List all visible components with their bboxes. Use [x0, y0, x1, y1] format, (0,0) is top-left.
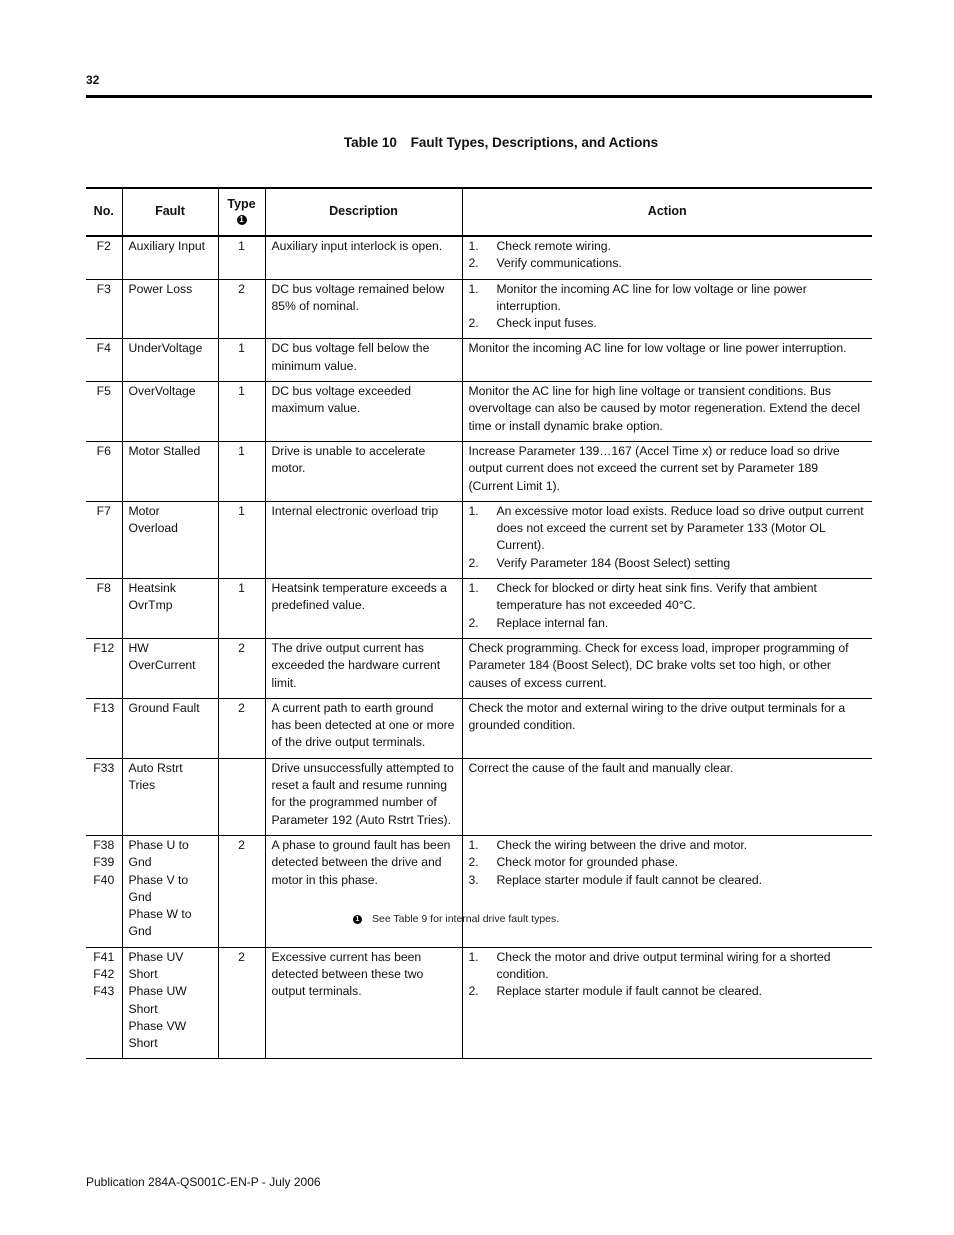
header-action: Action: [462, 188, 872, 236]
action-step-text: Check motor for grounded phase.: [496, 855, 679, 870]
action-step: [469, 872, 867, 889]
fault-type: 2: [238, 700, 245, 715]
fault-number: F3: [96, 281, 111, 296]
table-row: [86, 758, 872, 835]
fault-type: 1: [238, 443, 245, 458]
table-row: [86, 638, 872, 698]
table-header-row: [86, 188, 872, 236]
fault-description-cell: [265, 501, 462, 578]
footnote-text: See Table 9 for internal drive fault types.: [372, 913, 560, 925]
fault-number: F33: [93, 760, 115, 775]
action-step-text: Check for blocked or dirty heat sink fins. Verify that ambient temperature has not exceeded 40°C.: [496, 581, 817, 613]
action-step-number: 2.: [468, 615, 479, 630]
action-step: [469, 503, 867, 555]
action-step-text: Verify communications.: [496, 256, 622, 271]
fault-name: UnderVoltage: [128, 341, 203, 356]
footnote-marker-icon: 1: [353, 915, 362, 924]
fault-description: Internal electronic overload trip: [271, 503, 439, 518]
action-step-text: Replace starter module if fault cannot be cleared.: [496, 872, 763, 887]
action-step-text: Verify Parameter 184 (Boost Select) setting: [496, 555, 731, 570]
action-step-number: 2.: [468, 984, 479, 999]
fault-type-cell: [218, 382, 265, 442]
action-step-number: 3.: [468, 872, 479, 887]
fault-type: 1: [238, 341, 245, 356]
fault-name: Auto Rstrt Tries: [128, 760, 183, 793]
fault-number-cell: [86, 339, 122, 382]
table-row: [86, 579, 872, 639]
table-row: [86, 279, 872, 339]
fault-type-cell: [218, 501, 265, 578]
fault-description-cell: [265, 698, 462, 758]
fault-number: F38: [93, 837, 115, 852]
fault-type-cell: [218, 279, 265, 339]
fault-number: F42: [93, 966, 115, 981]
fault-action-cell: [462, 501, 872, 578]
fault-description: Drive unsuccessfully attempted to reset a fault and resume running for the programmed number of Parameter 192 (Auto Rstrt Tries).: [271, 760, 454, 827]
table-title: [86, 135, 916, 150]
action-step-number: 1.: [468, 837, 479, 852]
fault-name-cell: [122, 279, 218, 339]
fault-number-cell: [86, 501, 122, 578]
action-step: [469, 555, 867, 572]
footnote-marker-icon: 1: [237, 215, 247, 225]
fault-name: Phase UW Short: [128, 984, 187, 1016]
fault-action-cell: [462, 698, 872, 758]
fault-action-cell: [462, 835, 872, 947]
fault-name: HW OverCurrent: [128, 640, 196, 673]
action-step: [469, 615, 867, 632]
header-type: [218, 188, 265, 236]
fault-name: Motor Overload: [128, 503, 178, 536]
fault-description-cell: [265, 236, 462, 279]
fault-type: 2: [238, 281, 245, 296]
fault-type-cell: [218, 339, 265, 382]
fault-number-cell: [86, 236, 122, 279]
fault-type-cell: [218, 638, 265, 698]
fault-description-cell: [265, 579, 462, 639]
table-row: [86, 441, 872, 501]
fault-type: 2: [238, 640, 245, 655]
fault-action-cell: [462, 339, 872, 382]
table-row: [86, 947, 872, 1059]
fault-name: Phase V to Gnd: [128, 872, 189, 904]
fault-action-cell: [462, 947, 872, 1059]
action-step-text: Check the motor and drive output terminal wiring for a shorted condition.: [496, 949, 831, 981]
fault-number: F7: [96, 503, 111, 518]
fault-description-cell: [265, 339, 462, 382]
action-text: Correct the cause of the fault and manually clear.: [468, 760, 734, 775]
action-step-number: 2.: [468, 256, 479, 271]
action-step-text: Monitor the incoming AC line for low voltage or line power interruption.: [496, 281, 807, 313]
fault-number: F6: [96, 443, 111, 458]
table-row: [86, 236, 872, 279]
action-step: [469, 255, 867, 272]
action-step-number: 1.: [468, 949, 479, 964]
table-row: [86, 339, 872, 382]
fault-number: F43: [93, 984, 115, 999]
fault-type-cell: [218, 441, 265, 501]
header-description: Description: [265, 188, 462, 236]
header-type-label: Type: [227, 197, 256, 211]
fault-number: F5: [96, 384, 111, 399]
fault-type-cell: [218, 835, 265, 947]
fault-description: Excessive current has been detected between these two output terminals.: [271, 949, 424, 999]
table-row: [86, 501, 872, 578]
fault-description-cell: [265, 279, 462, 339]
fault-number-cell: [86, 758, 122, 835]
fault-description-cell: [265, 382, 462, 442]
action-step: [469, 238, 867, 255]
action-step-text: Replace starter module if fault cannot be cleared.: [496, 984, 763, 999]
action-step-number: 2.: [468, 316, 479, 331]
fault-number-cell: [86, 382, 122, 442]
table-row: [86, 698, 872, 758]
fault-description-cell: [265, 835, 462, 947]
fault-type: 2: [238, 949, 245, 964]
fault-name: Phase W to Gnd: [128, 907, 192, 939]
fault-action-cell: [462, 579, 872, 639]
action-step: [469, 949, 867, 984]
page-number: 32: [86, 73, 100, 87]
fault-number-cell: [86, 441, 122, 501]
action-step-number: 2.: [468, 855, 479, 870]
table-number: Table 10: [343, 135, 397, 150]
action-text: Check the motor and external wiring to the drive output terminals for a grounded condition.: [468, 700, 846, 733]
action-step-text: An excessive motor load exists. Reduce load so drive output current does not exceed the current set by Parameter 133 (Motor OL Current).: [496, 503, 864, 553]
fault-description-cell: [265, 758, 462, 835]
fault-name-cell: [122, 382, 218, 442]
fault-type: 1: [238, 384, 245, 399]
action-step: [469, 281, 867, 316]
fault-type-cell: [218, 698, 265, 758]
action-text: Increase Parameter 139…167 (Accel Time x) or reduce load so drive output current does not exceed the current set by Parameter 189 (Current Limit 1).: [468, 443, 840, 493]
fault-name-cell: [122, 441, 218, 501]
fault-type-cell: [218, 579, 265, 639]
fault-type: 2: [238, 837, 245, 852]
fault-number-cell: [86, 698, 122, 758]
fault-type: 1: [238, 239, 245, 253]
action-step-number: 1.: [468, 581, 479, 596]
action-step-number: 1.: [468, 503, 479, 518]
fault-description-cell: [265, 441, 462, 501]
fault-description: Auxiliary input interlock is open.: [271, 239, 443, 253]
fault-action-cell: [462, 236, 872, 279]
action-step: [469, 854, 867, 871]
fault-number-cell: [86, 579, 122, 639]
fault-name-cell: [122, 758, 218, 835]
action-step-number: 1.: [468, 281, 479, 296]
footnote: [353, 913, 559, 925]
fault-number: F12: [93, 640, 115, 655]
fault-number: F13: [93, 700, 115, 715]
header-no: No.: [86, 188, 122, 236]
fault-number-cell: [86, 835, 122, 947]
fault-number: F40: [93, 872, 115, 887]
fault-description-cell: [265, 947, 462, 1059]
fault-name: Phase U to Gnd: [128, 837, 189, 870]
action-step: [469, 580, 867, 615]
action-text: Monitor the incoming AC line for low voltage or line power interruption.: [468, 341, 847, 356]
fault-type: 1: [238, 503, 245, 518]
fault-description: DC bus voltage remained below 85% of nominal.: [271, 281, 445, 313]
fault-name: Auxiliary Input: [128, 239, 206, 253]
action-text: Monitor the AC line for high line voltage or transient conditions. Bus overvoltage can also be caused by motor regeneration. Extend the decel time or install dynamic brake option.: [468, 384, 861, 433]
table-row: [86, 382, 872, 442]
fault-number-cell: [86, 638, 122, 698]
fault-name-cell: [122, 339, 218, 382]
action-step-text: Check the wiring between the drive and motor.: [496, 837, 748, 852]
table-caption: Fault Types, Descriptions, and Actions: [410, 135, 659, 150]
fault-action-cell: [462, 382, 872, 442]
fault-description: DC bus voltage exceeded maximum value.: [271, 384, 412, 416]
fault-name-cell: [122, 835, 218, 947]
fault-table-body: [86, 236, 872, 1059]
fault-name-cell: [122, 236, 218, 279]
fault-number-cell: [86, 279, 122, 339]
fault-description: The drive output current has exceeded the hardware current limit.: [271, 640, 441, 690]
fault-number: F39: [93, 855, 115, 870]
action-step: [469, 837, 867, 854]
fault-action-cell: [462, 638, 872, 698]
action-step: [469, 315, 867, 332]
fault-action-cell: [462, 279, 872, 339]
fault-description: Heatsink temperature exceeds a predefined value.: [271, 581, 447, 613]
fault-name: OvrTmp: [128, 598, 173, 613]
fault-description: DC bus voltage fell below the minimum value.: [271, 341, 430, 373]
publication-footer: Publication 284A-QS001C-EN-P - July 2006: [86, 1175, 321, 1189]
fault-description: A current path to earth ground has been detected at one or more of the drive output terminals.: [271, 700, 455, 750]
fault-name-cell: [122, 579, 218, 639]
fault-description: A phase to ground fault has been detected between the drive and motor in this phase.: [271, 837, 451, 887]
fault-name: Phase UV Short: [128, 949, 184, 981]
fault-name: Motor Stalled: [128, 443, 201, 458]
table-row: [86, 835, 872, 947]
fault-type-cell: [218, 236, 265, 279]
fault-type-cell: [218, 947, 265, 1059]
fault-name: Phase VW Short: [128, 1018, 187, 1051]
action-step-text: Check input fuses.: [496, 316, 597, 331]
fault-number: F8: [96, 581, 111, 596]
fault-number: F41: [93, 949, 115, 964]
action-step-number: 2.: [468, 555, 479, 570]
action-step-text: Replace internal fan.: [496, 615, 609, 630]
fault-description-cell: [265, 638, 462, 698]
fault-action-cell: [462, 758, 872, 835]
header-fault: Fault: [122, 188, 218, 236]
fault-name-cell: [122, 947, 218, 1059]
fault-number-cell: [86, 947, 122, 1059]
fault-number: F2: [96, 239, 111, 253]
header-rule: [86, 95, 872, 98]
action-text: Check programming. Check for excess load, improper programming of Parameter 184 (Boost Select), DC brake volts set too high, or other causes of excess current.: [468, 640, 849, 690]
fault-name: Ground Fault: [128, 700, 200, 715]
fault-number: F4: [96, 341, 111, 356]
fault-table: [86, 187, 872, 1059]
fault-description: Drive is unable to accelerate motor.: [271, 443, 426, 476]
fault-name: Power Loss: [128, 281, 193, 296]
fault-name-cell: [122, 638, 218, 698]
fault-type: 1: [238, 581, 245, 596]
action-step-number: 1.: [468, 239, 479, 253]
action-step-text: Check remote wiring.: [496, 239, 611, 253]
action-step: [469, 983, 867, 1000]
fault-name: Heatsink: [128, 581, 176, 596]
fault-type-cell: [218, 758, 265, 835]
fault-name-cell: [122, 698, 218, 758]
fault-name-cell: [122, 501, 218, 578]
fault-action-cell: [462, 441, 872, 501]
fault-name: OverVoltage: [128, 384, 196, 399]
